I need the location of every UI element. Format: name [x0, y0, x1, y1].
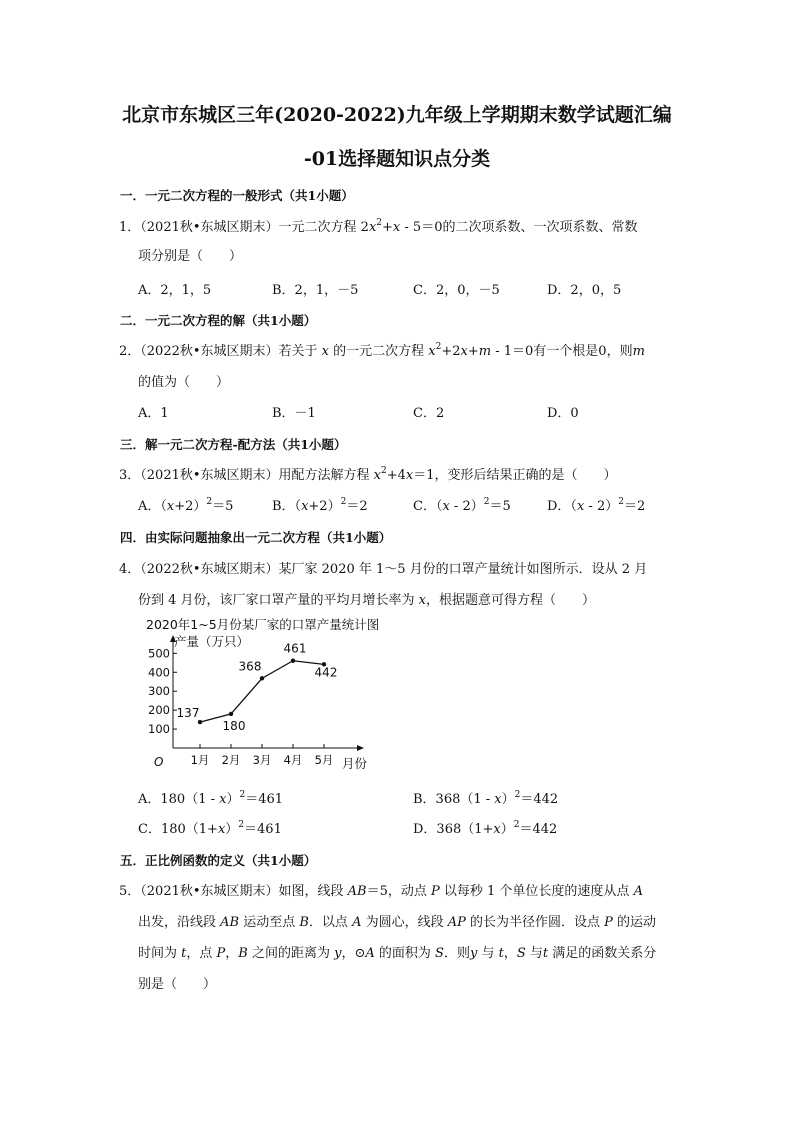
x-axis-arrow — [357, 745, 364, 751]
question-3-stem: 3．（2021秋•东城区期末）用配方法解方程 $x^2+4x=1$，变形后结果正确的是（ ） — [119, 466, 617, 483]
q3-option-d: D．（x - 2）$^2$＝2 — [547, 497, 646, 514]
section-heading-3: 三．解一元二次方程-配方法（共1小题） — [120, 437, 347, 452]
question-5-stem-line4: 别是（ ） — [138, 977, 217, 992]
data-label: 442 — [314, 665, 338, 680]
x-axis-label: 月份 — [342, 756, 368, 771]
question-2-stem-line2: 的值为（ ） — [138, 375, 230, 390]
section-heading-2: 二．一元二次方程的解（共1小题） — [120, 313, 317, 328]
section-heading-1: 一．一元二次方程的一般形式（共1小题） — [120, 188, 354, 203]
q1-option-b: B．2，1，－5 — [272, 283, 359, 298]
production-line-chart — [135, 612, 395, 780]
section-heading-4: 四．由实际问题抽象出一元二次方程（共1小题） — [120, 530, 392, 545]
q4-option-d: D．$368(1+x)^2=442$ — [413, 820, 558, 837]
document-subtitle: -01选择题知识点分类 — [303, 148, 491, 170]
question-4-stem: 4．（2022秋•东城区期末）某厂家 2020 年 1～5 月份的口罩产量统计如图所示．设从 2 月 — [119, 562, 648, 577]
data-label: 368 — [238, 659, 262, 674]
question-2-stem: 2．（2022秋•东城区期末）若关于 x 的一元二次方程 $x^2+2x+m - 1=0$有一个根是0，则m — [119, 342, 645, 359]
y-tick-label: 500 — [148, 646, 170, 661]
q2-option-d: D．0 — [547, 406, 579, 421]
question-4-stem-line2: 份到 4 月份，该厂家口罩产量的平均月增长率为 x，根据题意可得方程（ ） — [138, 593, 596, 608]
data-point — [291, 659, 295, 663]
q3-option-c: C．（x - 2）$^2$＝5 — [413, 497, 511, 514]
question-5-stem-line3: 时间为 t，点 P，B 之间的距离为 y，⊙A 的面积为 S．则y 与 t，S 与t 满足的函数关系分 — [138, 946, 657, 961]
data-point — [198, 720, 202, 724]
y-tick-label: 300 — [148, 684, 170, 699]
x-tick-label: 2月 — [221, 753, 241, 767]
y-axis-label: 产量（万只） — [174, 634, 250, 649]
q4-option-c: C．$180(1+x)^2=461$ — [138, 820, 282, 837]
q2-option-c: C．2 — [413, 406, 445, 421]
x-tick-label: 5月 — [314, 753, 334, 767]
q1-option-a: A．2，1，5 — [138, 283, 212, 298]
q1-option-c: C．2，0，－5 — [413, 283, 500, 298]
y-tick-label: 100 — [148, 722, 170, 737]
question-5-stem: 5．（2021秋•东城区期末）如图，线段 AB＝5，动点 P 以每秒 1 个单位长度的速度从点 A — [119, 884, 643, 899]
section-heading-5: 五．正比例函数的定义（共1小题） — [120, 853, 317, 868]
data-label: 137 — [176, 706, 200, 721]
q1-option-d: D．2，0，5 — [547, 283, 622, 298]
data-point — [229, 712, 233, 716]
x-tick-label: 4月 — [283, 753, 303, 767]
origin-label: O — [154, 755, 164, 769]
q3-option-b: B．$(x+2)^2=2$ — [272, 497, 368, 514]
y-tick-label: 400 — [148, 665, 170, 680]
q2-option-b: B．－1 — [272, 406, 316, 421]
question-5-stem-line2: 出发，沿线段 AB 运动至点 B．以点 A 为圆心，线段 AP 的长为半径作圆．设点 P 的运动 — [138, 915, 657, 930]
q4-option-a: A．180（1 - x）$^2$＝461 — [138, 790, 284, 807]
chart-title: 2020年1~5月份某厂家的口罩产量统计图 — [146, 617, 380, 632]
series-line — [200, 661, 324, 722]
question-1-stem-line2: 项分别是（ ） — [138, 249, 243, 264]
q4-option-b: B．368（1 - x）$^2$＝442 — [413, 790, 559, 807]
data-label: 180 — [222, 718, 246, 733]
y-tick-label: 200 — [148, 703, 170, 718]
question-1-stem: 1．（2021秋•东城区期末）一元二次方程 $2x^2+x - 5=0$的二次项系数、一次项系数、常数 — [119, 218, 638, 235]
q2-option-a: A．1 — [138, 406, 169, 421]
x-tick-label: 1月 — [190, 753, 210, 767]
document-title: 北京市东城区三年(2020-2022)九年级上学期期末数学试题汇编 — [122, 104, 672, 126]
data-point — [260, 676, 264, 680]
x-tick-label: 3月 — [252, 753, 272, 767]
q3-option-a: A．$(x+2)^2=5$ — [138, 497, 234, 514]
data-label: 461 — [283, 641, 307, 656]
